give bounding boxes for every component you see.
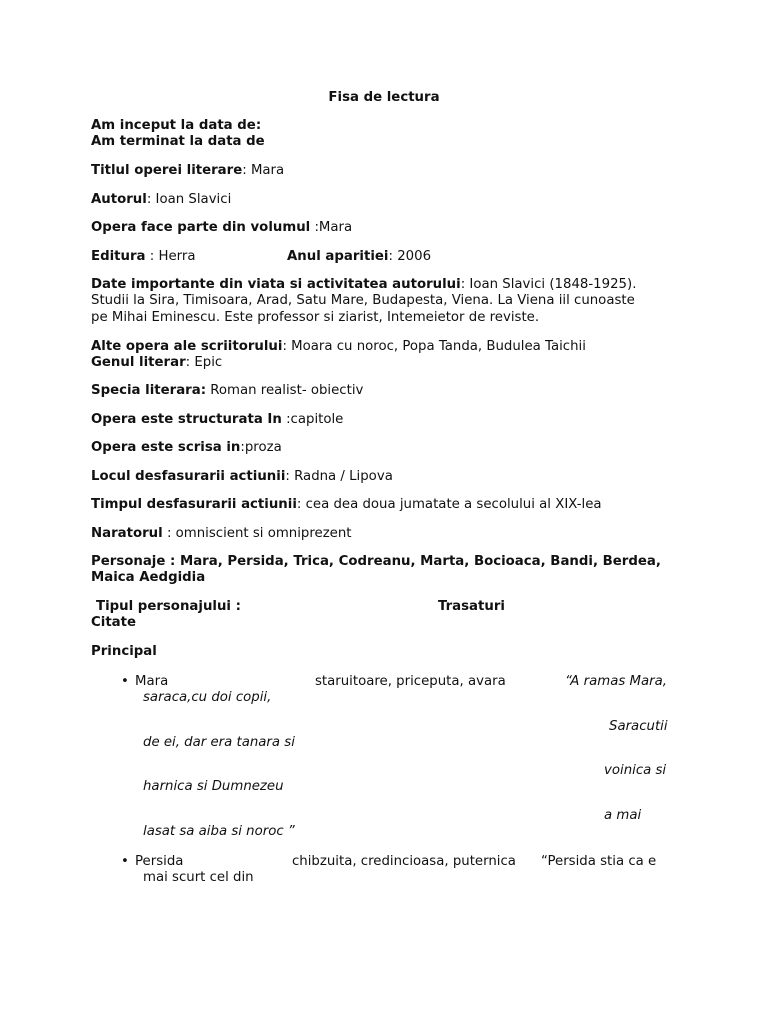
an-label: Anul aparitiei <box>287 249 389 264</box>
scrisa-value: :proza <box>240 440 282 455</box>
end-date-label: Am terminat la data de <box>91 134 265 149</box>
editura-label: Editura <box>91 249 146 264</box>
header-trasaturi: Trasaturi <box>438 599 505 614</box>
quote-mara-1: “A ramas Mara, <box>565 674 667 689</box>
autor-label: Autorul <box>91 192 147 207</box>
date-label: Date importante din viata si activitatea autorului <box>91 277 461 292</box>
date-line-3: pe Mihai Eminescu. Este professor si ziarist, Intemeietor de reviste. <box>91 310 540 325</box>
scrisa-line <box>91 440 282 456</box>
list-bullet: • <box>121 854 129 869</box>
header-citate: Citate <box>91 615 137 630</box>
quote-mara-5: voinica si <box>604 763 667 778</box>
editura-line <box>91 249 195 265</box>
start-date-label: Am inceput la data de: <box>91 118 262 133</box>
quote-mara-4: de ei, dar era tanara si <box>143 735 295 750</box>
structura-value: :capitole <box>281 412 344 427</box>
autor-line <box>91 192 231 208</box>
quote-mara-7: a mai <box>604 808 642 823</box>
narator-value: : omniscient si omniprezent <box>162 526 352 541</box>
volum-line <box>91 220 352 236</box>
character-name-mara: Mara <box>135 674 169 689</box>
gen-line <box>91 355 222 371</box>
header-tip: Tipul personajului : <box>96 599 241 614</box>
personaje-label: Personaje : <box>91 554 176 569</box>
titlu-value: : Mara <box>242 163 285 178</box>
timpul-value: : cea dea doua jumatate a secolului al XIX-lea <box>296 497 602 512</box>
volum-value: :Mara <box>310 220 353 235</box>
locul-line <box>91 469 393 485</box>
specie-value: Roman realist- obiectiv <box>206 383 364 398</box>
alte-opere-value: : Moara cu noroc, Popa Tanda, Budulea Taichii <box>282 339 586 354</box>
titlu-line <box>91 163 284 179</box>
date-line-2: Studii la Sira, Timisoara, Arad, Satu Mare, Budapesta, Viena. La Viena iil cunoaste <box>91 293 635 308</box>
date-value-1: : Ioan Slavici (1848-1925). <box>460 277 637 292</box>
timpul-line <box>91 497 602 513</box>
narator-label: Naratorul <box>91 526 163 541</box>
locul-value: : Radna / Lipova <box>285 469 393 484</box>
quote-mara-6: harnica si Dumnezeu <box>143 779 284 794</box>
document-title: Fisa de lectura <box>328 90 440 105</box>
character-name-persida: Persida <box>135 854 184 869</box>
alte-opere-label: Alte opera ale scriitorului <box>91 339 283 354</box>
titlu-label: Titlul operei literare <box>91 163 243 178</box>
an-value: : 2006 <box>388 249 432 264</box>
principal-heading: Principal <box>91 644 157 659</box>
character-traits-persida: chibzuita, credincioasa, puternica <box>292 854 516 869</box>
editura-value: : Herra <box>145 249 196 264</box>
quote-mara-8: lasat sa aiba si noroc ” <box>143 824 295 839</box>
date-line-1 <box>91 277 636 293</box>
structura-line <box>91 412 343 428</box>
quote-persida-2: mai scurt cel din <box>143 870 254 885</box>
an-line <box>287 249 431 265</box>
scrisa-label: Opera este scrisa in <box>91 440 241 455</box>
gen-label: Genul literar <box>91 355 186 370</box>
gen-value: : Epic <box>185 355 223 370</box>
structura-label: Opera este structurata In <box>91 412 282 427</box>
quote-mara-2: saraca,cu doi copii, <box>143 690 272 705</box>
specie-line <box>91 383 363 399</box>
volum-label: Opera face parte din volumul <box>91 220 311 235</box>
narator-line <box>91 526 352 542</box>
quote-persida-1: “Persida stia ca e <box>541 854 657 869</box>
personaje-line-1 <box>91 554 661 570</box>
personaje-line-2: Maica Aedgidia <box>91 570 206 585</box>
character-traits-mara: staruitoare, priceputa, avara <box>315 674 506 689</box>
timpul-label: Timpul desfasurarii actiunii <box>91 497 297 512</box>
specie-label: Specia literara: <box>91 383 207 398</box>
quote-mara-3: Saracutii <box>609 719 668 734</box>
alte-opere-line <box>91 339 586 355</box>
locul-label: Locul desfasurarii actiunii <box>91 469 286 484</box>
autor-value: : Ioan Slavici <box>146 192 232 207</box>
personaje-value-1: Mara, Persida, Trica, Codreanu, Marta, Bocioaca, Bandi, Berdea, <box>175 554 661 569</box>
list-bullet: • <box>121 674 129 689</box>
